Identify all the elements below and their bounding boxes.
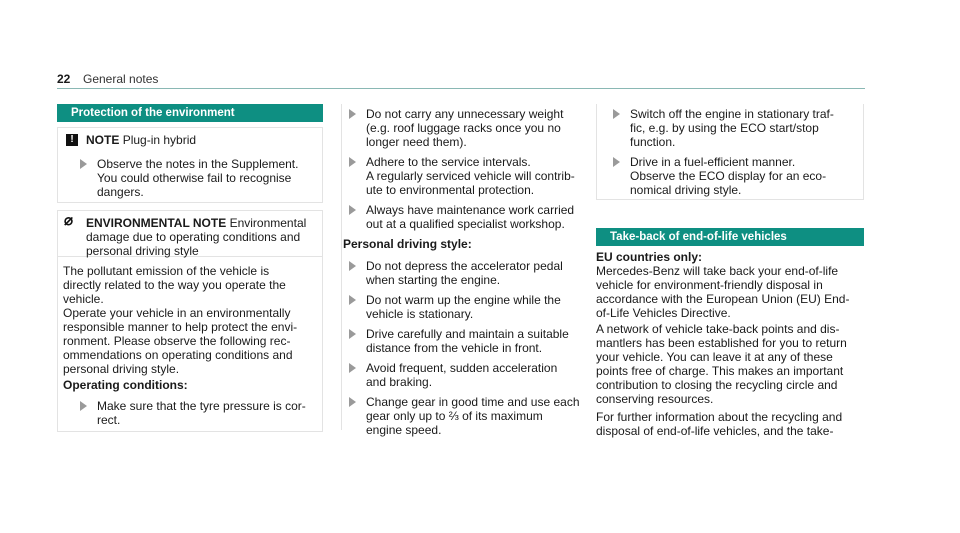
- bullet-text: Avoid frequent, sudden acceleration and braking.: [366, 361, 558, 389]
- bullet-text: Drive in a fuel-efficient manner. Observe the ECO display for an eco- nomical driving style.: [630, 155, 827, 197]
- warning-icon: !: [66, 134, 78, 146]
- list-item: [80, 399, 306, 427]
- paragraph: A network of vehicle take-back points and dis- mantlers has been established for you to return your vehicle. You can leave it at any of these points free of charge. This makes an important contribution to closing the recycling circle and conserving resources.: [596, 322, 847, 406]
- list-item: [349, 155, 575, 197]
- column-rule: [341, 104, 342, 430]
- bullet-text: Adhere to the service intervals. A regularly serviced vehicle will contrib- ute to environmental protection.: [366, 155, 575, 197]
- list-item: [349, 293, 561, 321]
- note-heading: [86, 133, 196, 147]
- list-item: [349, 327, 569, 355]
- bullet-text: Do not carry any unnecessary weight (e.g. roof luggage racks once you no longer need them).: [366, 107, 564, 149]
- bullet-text: Observe the notes in the Supplement. You could otherwise fail to recognise dangers.: [97, 157, 299, 199]
- section-heading-environment: Protection of the environment: [57, 104, 323, 122]
- paragraph: The pollutant emission of the vehicle is directly related to the way you operate the vehicle.: [63, 264, 286, 306]
- list-item: [349, 361, 557, 389]
- bullet-arrow-icon: [349, 261, 356, 271]
- bullet-arrow-icon: [80, 159, 87, 169]
- page-number: 22: [57, 72, 71, 86]
- bullet-text: Always have maintenance work carried out at a qualified specialist workshop.: [366, 203, 575, 231]
- bullet-arrow-icon: [349, 363, 356, 373]
- bullet-arrow-icon: [349, 295, 356, 305]
- bullet-arrow-icon: [349, 397, 356, 407]
- environment-icon: ⌀: [64, 212, 74, 229]
- list-item: [613, 155, 826, 197]
- bullet-arrow-icon: [349, 109, 356, 119]
- subheading-personal-driving-style: Personal driving style:: [343, 237, 472, 251]
- environmental-note-label: ENVIRONMENTAL NOTE: [86, 216, 227, 230]
- paragraph: Mercedes-Benz will take back your end-of-life vehicle for environment-friendly disposal in accordance with the European Union (EU) End- of-Life Vehicles Directive.: [596, 264, 850, 320]
- environmental-note: [86, 216, 318, 230]
- subheading-operating-conditions: Operating conditions:: [63, 378, 188, 392]
- bullet-text: Do not depress the accelerator pedal when starting the engine.: [366, 259, 563, 287]
- bullet-text: Drive carefully and maintain a suitable distance from the vehicle in front.: [366, 327, 569, 355]
- bullet-arrow-icon: [349, 205, 356, 215]
- bullet-arrow-icon: [349, 157, 356, 167]
- list-item: [349, 203, 574, 231]
- list-item: [349, 107, 563, 149]
- bullet-arrow-icon: [349, 329, 356, 339]
- bullet-text: Do not warm up the engine while the vehicle is stationary.: [366, 293, 561, 321]
- list-item: [80, 157, 298, 199]
- bullet-arrow-icon: [613, 109, 620, 119]
- paragraph: For further information about the recycling and disposal of end-of-life vehicles, and the take-: [596, 410, 843, 438]
- note-text: Plug-in hybrid: [122, 133, 197, 147]
- note-label: NOTE: [86, 133, 120, 147]
- list-item: [349, 395, 580, 437]
- section-heading-take-back: Take-back of end-of-life vehicles: [596, 228, 864, 246]
- bullet-arrow-icon: [80, 401, 87, 411]
- bullet-text: Switch off the engine in stationary traf- fic, e.g. by using the ECO start/stop function.: [630, 107, 834, 149]
- page-title: General notes: [83, 72, 159, 86]
- list-item: [613, 107, 834, 149]
- header-rule: [57, 88, 865, 89]
- environmental-note-text-1: Environmental: [229, 216, 307, 230]
- environmental-note-text-2: damage due to operating conditions and personal driving style: [86, 230, 301, 258]
- list-item: [349, 259, 563, 287]
- bullet-arrow-icon: [613, 157, 620, 167]
- subheading-eu-countries: EU countries only:: [596, 250, 703, 264]
- paragraph: Operate your vehicle in an environmentally responsible manner to help protect the envi- ronment. Please observe the following rec- ommendations on operating conditions and personal driving style.: [63, 306, 298, 376]
- bullet-text: Make sure that the tyre pressure is cor- rect.: [97, 399, 306, 427]
- bullet-text: Change gear in good time and use each gear only up to ⅔ of its maximum engine speed.: [366, 395, 580, 437]
